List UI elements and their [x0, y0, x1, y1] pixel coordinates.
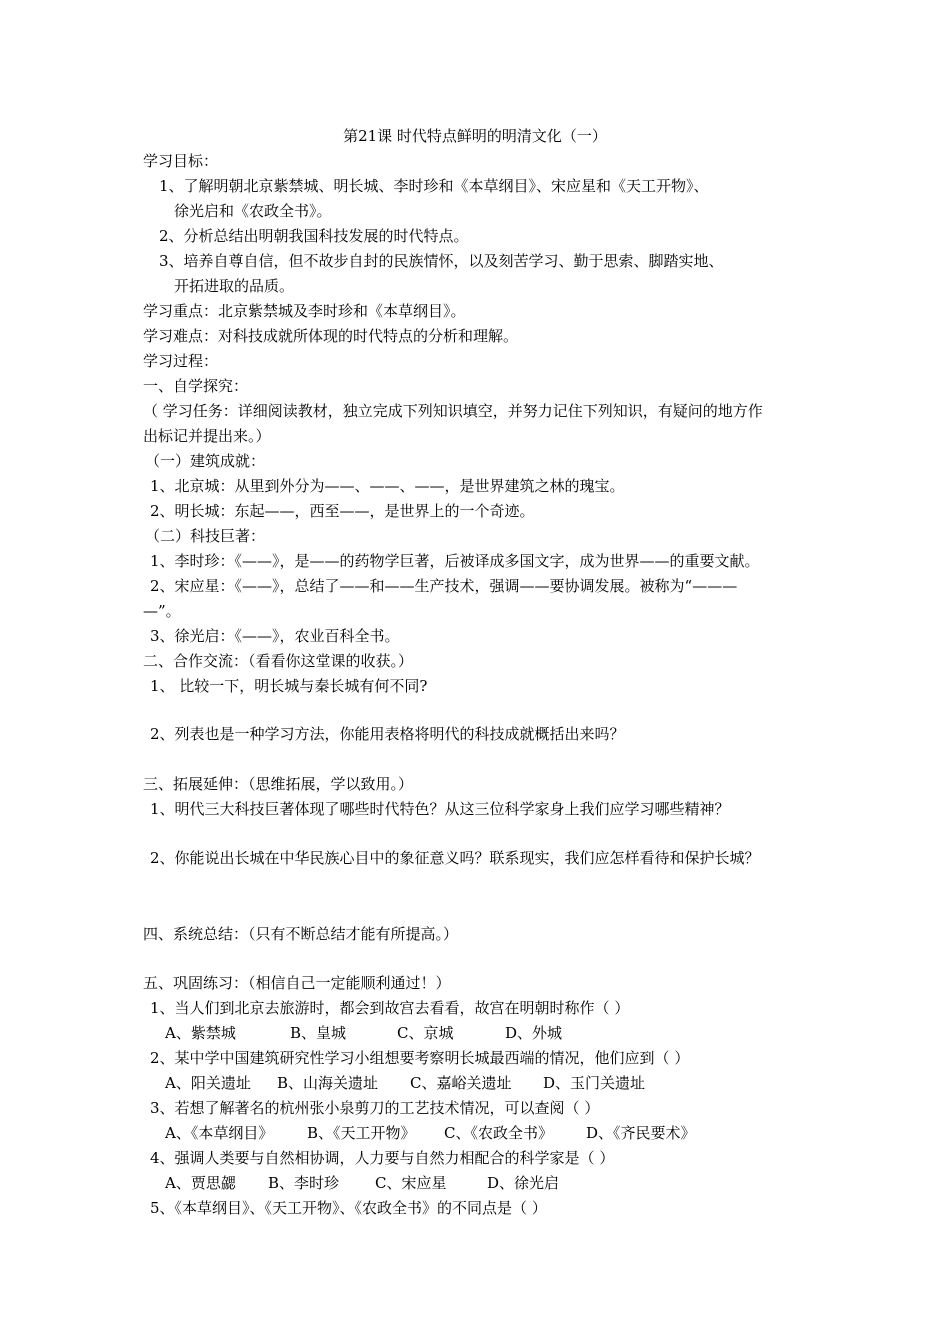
extension-question-1: 1、明代三大科技巨著体现了哪些时代特色？从这三位科学家身上我们应学习哪些精神？	[150, 800, 730, 818]
question-4-options	[165, 1171, 559, 1195]
science-heading: （二）科技巨著：	[145, 527, 266, 545]
science-item-3: 3、徐光启：《——》，农业百科全书。	[150, 627, 400, 645]
practice-question-1: 1、当人们到北京去旅游时，都会到故宫去看看，故宫在明朝时称作（ ）	[150, 999, 630, 1017]
option-d: D、《齐民要术》	[586, 1124, 696, 1142]
option-b: B、皇城	[290, 1024, 347, 1042]
option-a: A、《本草纲目》	[165, 1124, 274, 1142]
practice-question-4: 4、强调人类要与自然相协调，人力要与自然力相配合的科学家是（ ）	[150, 1149, 615, 1167]
science-item-1: 1、李时珍：《——》，是——的药物学巨著，后被译成多国文字，成为世界——的重要文献。	[150, 552, 760, 570]
option-b: B、李时珍	[268, 1174, 340, 1192]
practice-question-5: 5、《本草纲目》、《天工开物》、《农政全书》的不同点是（ ）	[150, 1199, 547, 1217]
key-point: 学习重点：北京紫禁城及李时珍和《本草纲目》。	[143, 302, 466, 320]
option-c: C、宋应星	[375, 1174, 447, 1192]
architecture-item-2: 2、明长城：东起——，西至——，是世界上的一个奇迹。	[150, 502, 535, 520]
question-3-options	[165, 1121, 696, 1145]
science-item-2: 2、宋应星：《——》，总结了——和——生产技术，强调——要协调发展。被称为“———	[150, 577, 738, 595]
task-line-2: 出标记并提出来。）	[143, 427, 271, 445]
option-a: A、紫禁城	[165, 1024, 236, 1042]
cooperation-heading: 二、合作交流：（看看你这堂课的收获。）	[143, 652, 414, 670]
option-a: A、阳关遗址	[165, 1074, 251, 1092]
objective-item-1: 1、了解明朝北京紫禁城、明长城、李时珍和《本草纲目》、宋应星和《天工开物》、	[159, 177, 709, 195]
option-d: D、玉门关遗址	[543, 1074, 646, 1092]
option-d: D、徐光启	[487, 1174, 560, 1192]
process-heading: 学习过程：	[143, 352, 219, 370]
option-b: B、山海关遗址	[277, 1074, 379, 1092]
option-d: D、外城	[505, 1024, 563, 1042]
extension-heading: 三、拓展延伸：（思维拓展，学以致用。）	[143, 775, 414, 793]
science-item-2-cont: —”。	[143, 602, 181, 620]
difficulty: 学习难点：对科技成就所体现的时代特点的分析和理解。	[143, 327, 519, 345]
extension-question-2: 2、你能说出长城在中华民族心目中的象征意义吗？联系现实，我们应怎样看待和保护长城？	[150, 849, 760, 867]
question-2-options	[165, 1071, 645, 1095]
option-c: C、京城	[397, 1024, 454, 1042]
objective-item-3-cont: 开拓进取的品质。	[174, 277, 295, 295]
cooperation-question-1: 1、 比较一下，明长城与秦长城有何不同?	[150, 677, 428, 695]
cooperation-question-2: 2、列表也是一种学习方法，你能用表格将明代的科技成就概括出来吗？	[150, 725, 625, 743]
practice-question-3: 3、若想了解著名的杭州张小泉剪刀的工艺技术情况，可以查阅（ ）	[150, 1099, 600, 1117]
objectives-heading: 学习目标：	[143, 152, 219, 170]
task-line-1: （ 学习任务：详细阅读教材，独立完成下列知识填空，并努力记住下列知识，有疑问的地方作	[143, 402, 763, 420]
option-c: C、嘉峪关遗址	[410, 1074, 512, 1092]
objective-item-3: 3、培养自尊自信，但不故步自封的民族情怀，以及刻苦学习、勤于思索、脚踏实地、	[159, 252, 724, 270]
architecture-item-1: 1、北京城：从里到外分为——、——、——，是世界建筑之林的瑰宝。	[150, 477, 625, 495]
option-a: A、贾思勰	[165, 1174, 236, 1192]
architecture-heading: （一）建筑成就：	[145, 452, 266, 470]
objective-item-1-cont: 徐光启和《农政全书》。	[174, 202, 332, 220]
practice-heading: 五、巩固练习：（相信自己一定能顺利通过！）	[143, 974, 451, 992]
option-b: B、《天工开物》	[307, 1124, 416, 1142]
question-1-options	[165, 1021, 562, 1045]
objective-item-2: 2、分析总结出明朝我国科技发展的时代特点。	[159, 227, 469, 245]
practice-question-2: 2、某中学中国建筑研究性学习小组想要考察明长城最西端的情况，他们应到（ ）	[150, 1049, 690, 1067]
page-title: 第21课 时代特点鲜明的明清文化（一）	[343, 127, 607, 145]
summary-heading: 四、系统总结：（只有不断总结才能有所提高。）	[143, 925, 459, 943]
self-study-heading: 一、自学探究：	[143, 377, 249, 395]
option-c: C、《农政全书》	[444, 1124, 553, 1142]
